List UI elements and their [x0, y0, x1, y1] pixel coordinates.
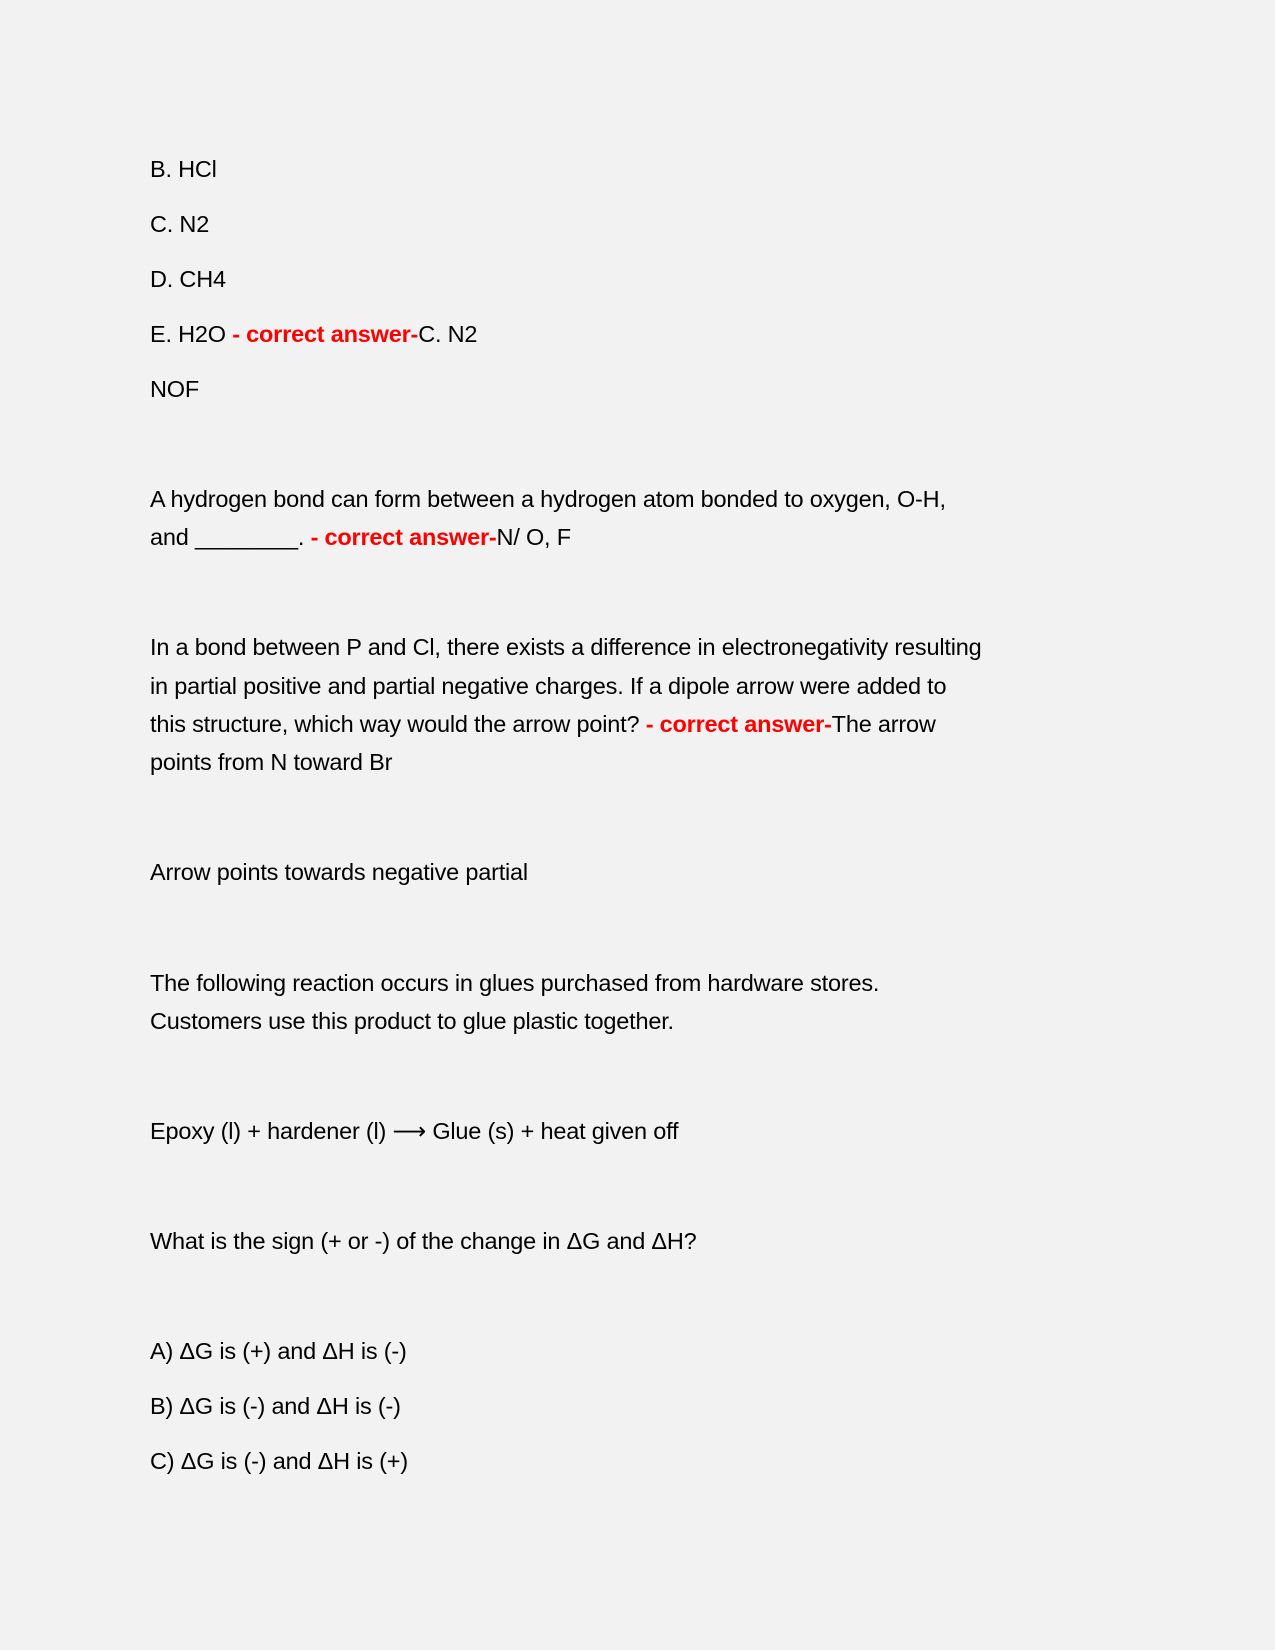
q3-question-end: this structure, which way would the arrow point? [150, 711, 646, 737]
q1-option-d: D. CH4 [150, 266, 226, 292]
q3-line1: In a bond between P and Cl, there exists a difference in electronegativity resulting [150, 634, 982, 660]
q4-option-a: A) ΔG is (+) and ΔH is (-) [150, 1338, 407, 1364]
q3-line3 [150, 705, 936, 743]
q1-answer: C. N2 [418, 321, 478, 347]
correct-answer-marker: - correct answer- [310, 524, 497, 550]
q2-line2 [150, 518, 571, 556]
correct-answer-marker: - correct answer- [232, 321, 419, 347]
q4-intro-line2: Customers use this product to glue plastic together. [150, 1008, 674, 1034]
q1-option-e-with-answer [150, 315, 477, 353]
q4-option-c: C) ΔG is (-) and ΔH is (+) [150, 1448, 408, 1474]
correct-answer-marker: - correct answer- [645, 711, 832, 737]
q4-option-b: B) ΔG is (-) and ΔH is (-) [150, 1393, 401, 1419]
q3-line2: in partial positive and partial negative charges. If a dipole arrow were added to [150, 673, 947, 699]
q3-answer-part1: The arrow [831, 711, 936, 737]
q1-option-e: E. H2O [150, 321, 226, 347]
q3-note: Arrow points towards negative partial [150, 859, 528, 885]
q2-blank-prefix: and ________. [150, 524, 311, 550]
q1-option-b: B. HCl [150, 156, 217, 182]
q2-answer: N/ O, F [496, 524, 571, 550]
q1-option-c: C. N2 [150, 211, 210, 237]
q4-question: What is the sign (+ or -) of the change in ΔG and ΔH? [150, 1228, 697, 1254]
q2-line1: A hydrogen bond can form between a hydrogen atom bonded to oxygen, O-H, [150, 486, 946, 512]
q4-reaction: Epoxy (l) + hardener (l) ⟶ Glue (s) + heat given off [150, 1118, 679, 1144]
q4-intro-line1: The following reaction occurs in glues purchased from hardware stores. [150, 970, 880, 996]
q1-note: NOF [150, 376, 200, 402]
q3-answer-part2: points from N toward Br [150, 749, 393, 775]
